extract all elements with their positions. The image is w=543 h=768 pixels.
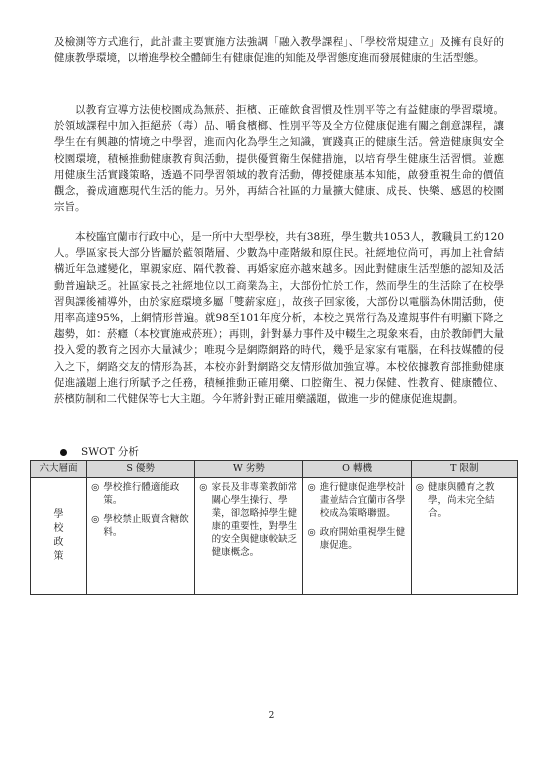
page-number: 2 <box>268 711 275 721</box>
swot-heading <box>60 445 139 459</box>
paragraph-intro: 及檢測等方式進行，此計畫主要實施方法強調「融入教學課程」、「學校常規建立」及擁有良好的健康教學環境，以增進學校全體師生有健康促進的知能及學習態度進而發展健康的生活型態。 <box>54 36 504 65</box>
header-dimension: 六大層面 <box>31 461 87 478</box>
row-label-cell <box>31 478 87 595</box>
opportunities-cell <box>303 478 411 595</box>
bullseye-icon: ◎ <box>91 514 100 525</box>
weaknesses-cell <box>195 478 303 595</box>
header-opportunities: O 轉機 <box>303 461 411 478</box>
strengths-cell <box>87 478 195 595</box>
swot-heading-text: SWOT 分析 <box>81 446 139 458</box>
paragraph-school-background: 本校臨宜蘭市行政中心，是一所中大型學校，共有38班，學生數共1053人，教職員工約120人。學區家長大部分皆屬於藍領階層、少數為中產階級和原住民。社經地位尚可，再加上社會結構近年急遽變化，單親家庭、隔代教養、再婚家庭亦越來越多。因此對健康生活型態的認知及活動普遍缺乏。社區家長之社經地位以工商業為主，大部份忙於工作，然而學生的生活除了在校學習與課後補導外，由於家庭環境多屬「雙薪家庭」，故孩子回家後，大部份以電腦為休閒活動，使用率高達95%，上網情形普遍。就98至101年度分析，本校之異常行為及違規事件有明顯下降之趨勢，如：菸癮（本校實施戒菸班）；再則，針對暴力事件及中輟生之現象來看，由於教師們大量投入愛的教育之因亦大量減少；唯現今是網際網路的時代，幾乎是家家有電腦，在科技媒體的侵入之下，網路交友的情形為甚，本校亦針對網路交友情形做加強宣導。本校依據教育部推動健康促進議題上進行所賦予之任務，積極推動正確用藥、口腔衛生、視力保健、性教育、健康體位、菸檳防制和二代健保等七大主題。今年將針對正確用藥議題，做進一步的健康促進規劃。 <box>54 231 504 406</box>
bullseye-icon: ◎ <box>415 482 424 493</box>
threats-cell <box>411 478 517 595</box>
bullseye-icon: ◎ <box>307 482 316 493</box>
paragraph-methods: 以教育宣導方法使校園成為無菸、拒檳、正確飲食習慣及性別平等之有益健康的學習環境。於領域課程中加入拒絕菸（毒）品、嚼食檳榔、性別平等及全方位健康促進有關之創意課程，讓學生在有興趣的情境之中學習，進而內化為學生之知識，實踐真正的健康生活。營造健康與安全校園環境，積極推動健康教育與活動，提供優質衛生保健措施，以培育學生健康生活習慣。並應用健康生活實踐策略，透過不同學習領域的教育活動，傳授健康基本知能，啟發重視生命的價值觀念，養成適應現代生活的能力。另外，再結合社區的力量擴大健康、成長、快樂、感恩的校園宗旨。 <box>54 104 504 214</box>
swot-header-row <box>31 461 518 478</box>
list-item: ◎ 政府開始重視學生健康促進。 <box>307 527 406 551</box>
bullet-icon <box>60 449 67 456</box>
list-item: ◎ 進行健康促進學校計畫並結合宜蘭市各學校成為策略聯盟。 <box>307 482 406 519</box>
swot-row-school-policy <box>31 478 518 595</box>
header-threats: T 限制 <box>411 461 517 478</box>
bullseye-icon: ◎ <box>199 482 208 493</box>
row-label: 學校政策 <box>53 509 64 562</box>
list-item: ◎ 家長及非專業教師常關心學生操行、學業，卻忽略掉學生健康的重要性，對學生的安全與健康較缺乏健康概念。 <box>199 482 298 558</box>
header-weaknesses: W 劣勢 <box>195 461 303 478</box>
bullseye-icon: ◎ <box>307 527 316 538</box>
list-item: ◎ 健康與體育之教學，尚未完全結合。 <box>415 482 495 519</box>
header-strengths: S 優勢 <box>87 461 195 478</box>
bullseye-icon: ◎ <box>91 482 100 493</box>
list-item: ◎ 學校推行體適能政策。 <box>91 482 180 506</box>
list-item: ◎ 學校禁止販賣含糖飲料。 <box>91 514 189 538</box>
swot-table <box>30 460 518 595</box>
